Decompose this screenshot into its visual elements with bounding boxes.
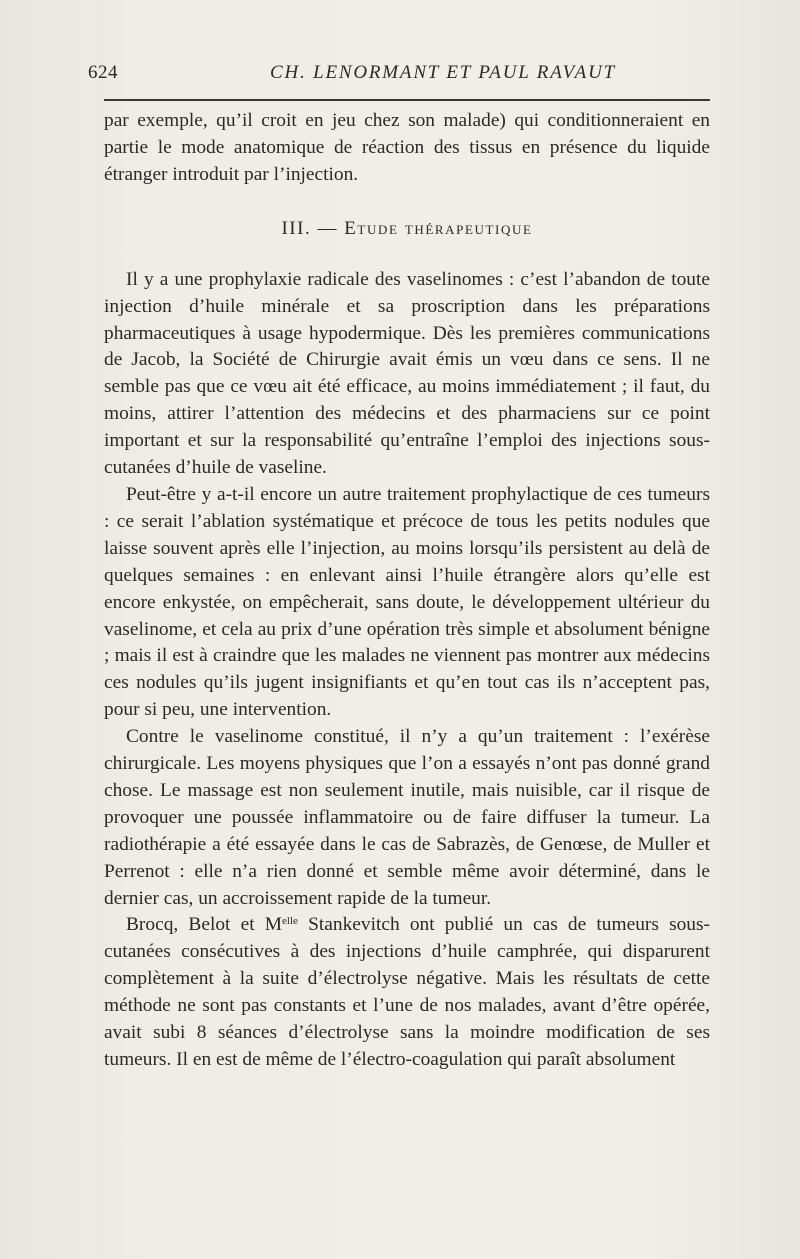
paragraph-exerese: Contre le vaselinome constitué, il n’y a qu’un traitement : l’exérèse chirurgicale. Les moyens physiques que l’on a essayés n’ont pas donné grand chose. Le massage est non seulement inutile, mais nuisible, car il risque de provoquer une poussée inflammatoire ou de faire diffuser la tumeur. La radiothérapie a été essayée dans le cas de Sabrazès, de Genœse, de Muller et Perrenot : elle n’a rien donné et semble même avoir déterminé, dans le dernier cas, un accroissement rapide de la tumeur. (104, 726, 710, 909)
title-superscript: elle (282, 915, 298, 928)
paragraph-prophylaxie: Il y a une prophylaxie radicale des vaselinomes : c’est l’abandon de toute injection d’huile minérale et sa proscription dans les préparations pharmaceutiques à usage hypodermique. Dès les premières communications de Jacob, la Société de Chirurgie avait émis un vœu dans ce sens. Il ne semble pas que ce vœu ait été efficace, au moins immédiatement ; il faut, du moins, attirer l’attention des médecins et des pharmaciens sur ce point important et sur la responsabilité qu’entraîne l’emploi des injections sous-cutanées d’huile de vaseline. (104, 268, 710, 479)
section-title: Etude thérapeutique (344, 217, 533, 239)
paragraph-continuation: par exemple, qu’il croit en jeu chez son malade) qui conditionneraient en partie le mode anatomique de réaction des tissus en présence du liquide étranger introduit par l’injection. (104, 110, 710, 185)
paragraph-electrolyse (104, 912, 710, 1073)
section-dash: — (317, 217, 338, 239)
page-header (88, 62, 712, 92)
running-title: CH. LENORMANT ET PAUL RAVAUT (270, 62, 616, 83)
paragraph-electrolyse-rest: Stankevitch ont publié un cas de tumeurs sous-cutanées consécutives à des injections d’huile camphrée, qui disparurent complètement à la suite d’électrolyse négative. Mais les résultats de cette méthode ne sont pas constants et l’une de nos malades, avant d’être opérée, avait subi 8 séances d’électrolyse sans la moindre modification de ses tumeurs. Il en est de même de l’électro-coagulation qui paraît absolument (104, 914, 711, 1070)
paragraph-electrolyse-start: Brocq, Belot et M (126, 914, 283, 936)
page-number: 624 (88, 62, 118, 83)
section-number: III. (281, 217, 312, 239)
header-rule (104, 99, 710, 101)
paragraph-traitement-prophylactique: Peut-être y a-t-il encore un autre traitement prophylactique de ces tumeurs : ce serait l’ablation systématique et précoce de tous les petits nodules que laisse souvent après elle l’injection, au moins lorsqu’ils persistent au delà de quelques semaines : en enlevant ainsi l’huile étrangère alors qu’elle est encore enkystée, on empêcherait, sans doute, le développement ultérieur du vaselinome, et cela au prix d’une opération très simple et absolument bénigne ; mais il est à craindre que les malades ne viennent pas montrer aux médecins ces nodules qu’ils jugent insignifiants et qu’en tout cas ils n’acceptent pas, pour si peu, une intervention. (104, 483, 710, 721)
body-text (104, 108, 710, 1074)
section-heading (104, 216, 710, 242)
